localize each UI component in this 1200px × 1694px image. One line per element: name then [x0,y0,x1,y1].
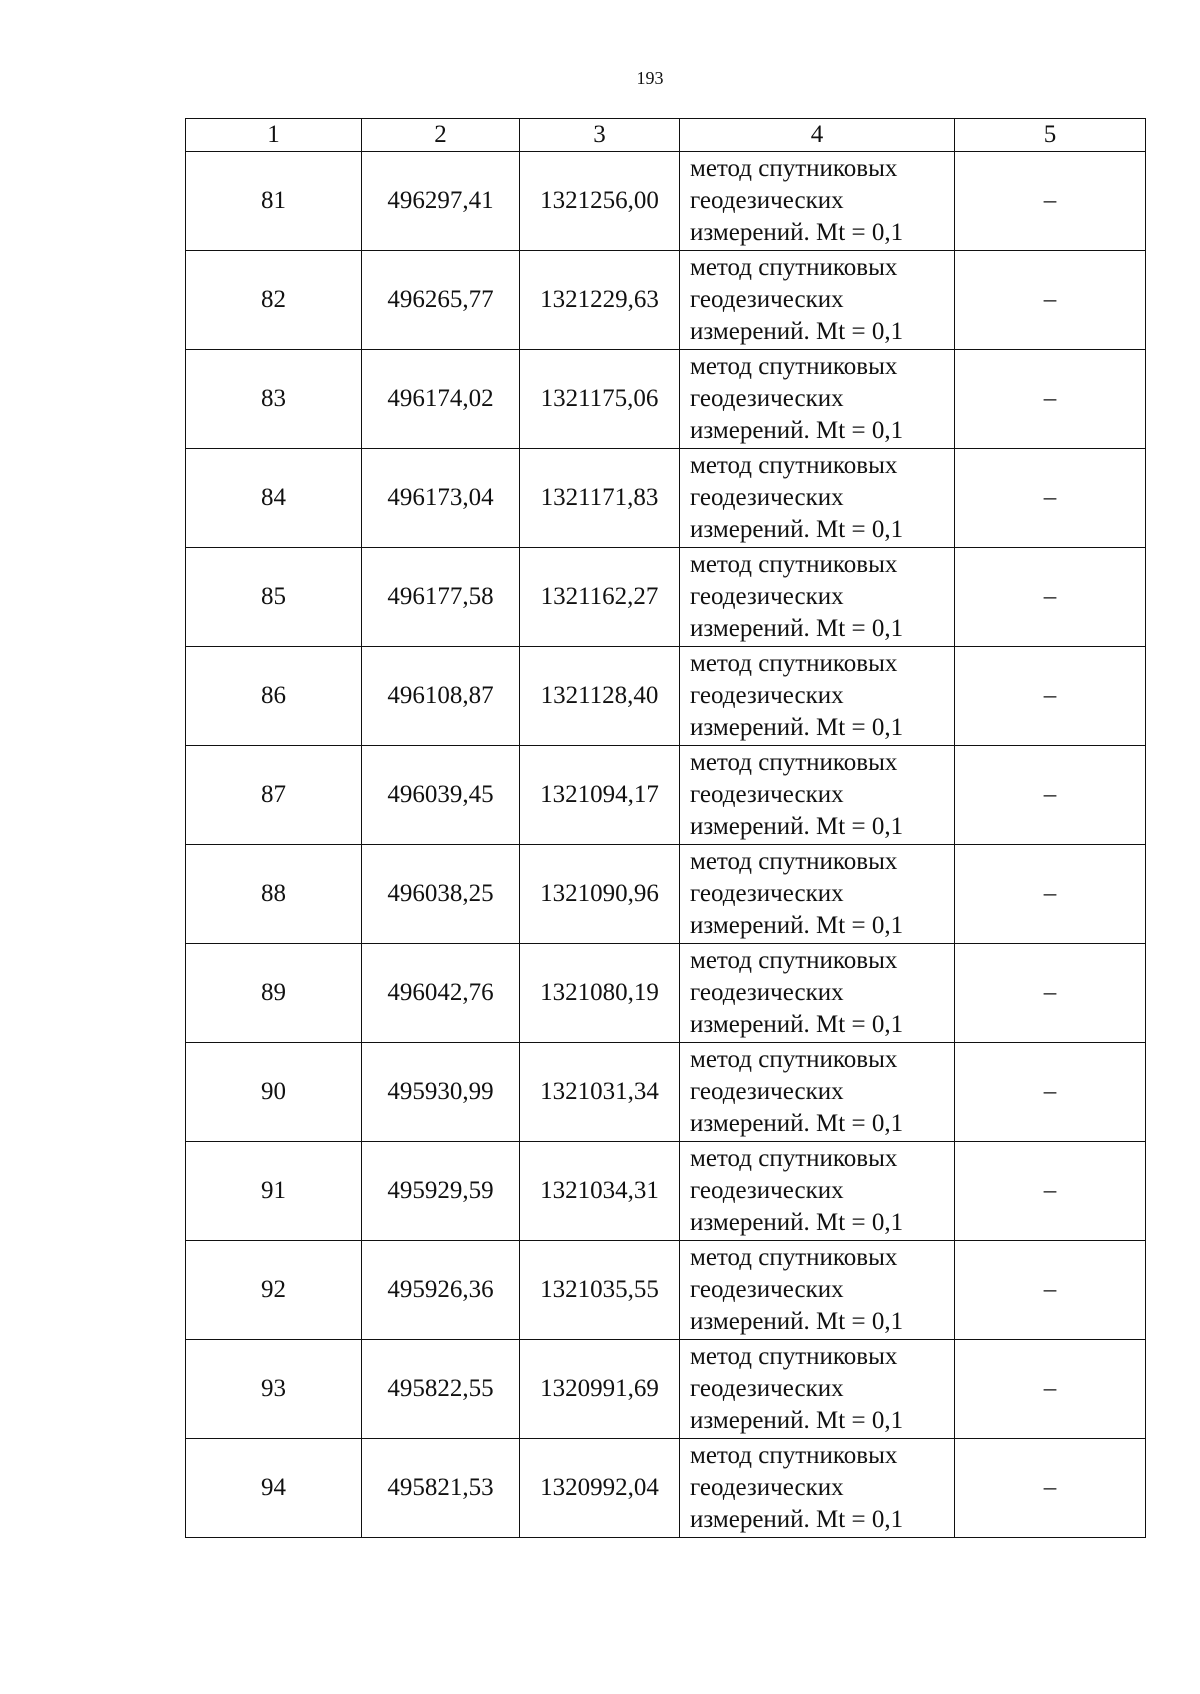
y-coordinate-cell: 1321031,34 [520,1043,680,1142]
method-line-2: геодезических [690,286,844,313]
point-number-cell: 88 [186,845,362,944]
point-number-cell: 85 [186,548,362,647]
y-coordinate-cell: 1321162,27 [520,548,680,647]
table-row [186,1142,1146,1241]
table-row [186,845,1146,944]
method-cell [680,449,955,548]
point-number-cell: 87 [186,746,362,845]
x-coordinate-cell: 496038,25 [362,845,520,944]
method-line-1: метод спутниковых [690,947,898,974]
method-cell [680,1142,955,1241]
method-cell [680,1241,955,1340]
method-line-3: измерений. Mt = 0,1 [690,714,904,741]
method-cell [680,350,955,449]
method-line-3: измерений. Mt = 0,1 [690,1506,904,1533]
table-row [186,251,1146,350]
column-5-cell: – [955,251,1146,350]
point-number-cell: 86 [186,647,362,746]
y-coordinate-cell: 1320991,69 [520,1340,680,1439]
method-cell [680,152,955,251]
point-number-cell: 93 [186,1340,362,1439]
column-5-cell: – [955,1439,1146,1538]
x-coordinate-cell: 496265,77 [362,251,520,350]
y-coordinate-cell: 1321090,96 [520,845,680,944]
x-coordinate-cell: 496173,04 [362,449,520,548]
header-col-1: 1 [186,119,362,152]
page-number: 193 [636,68,664,88]
method-line-2: геодезических [690,583,844,610]
column-5-cell: – [955,944,1146,1043]
method-cell [680,1340,955,1439]
table-row [186,548,1146,647]
column-5-cell: – [955,845,1146,944]
x-coordinate-cell: 495821,53 [362,1439,520,1538]
method-line-2: геодезических [690,1375,844,1402]
method-line-1: метод спутниковых [690,1145,898,1172]
method-line-2: геодезических [690,1078,844,1105]
x-coordinate-cell: 496039,45 [362,746,520,845]
table-row [186,152,1146,251]
method-line-2: геодезических [690,979,844,1006]
method-cell [680,746,955,845]
table-row [186,350,1146,449]
method-cell [680,1439,955,1538]
method-line-2: геодезических [690,1474,844,1501]
column-5-cell: – [955,1340,1146,1439]
method-cell [680,647,955,746]
column-5-cell: – [955,647,1146,746]
table-body [186,152,1146,1538]
y-coordinate-cell: 1321256,00 [520,152,680,251]
point-number-cell: 94 [186,1439,362,1538]
point-number-cell: 89 [186,944,362,1043]
table-row [186,1439,1146,1538]
method-line-1: метод спутниковых [690,1442,898,1469]
point-number-cell: 82 [186,251,362,350]
method-line-3: измерений. Mt = 0,1 [690,912,904,939]
point-number-cell: 92 [186,1241,362,1340]
point-number-cell: 84 [186,449,362,548]
method-line-1: метод спутниковых [690,254,898,281]
header-col-4: 4 [680,119,955,152]
method-line-2: геодезических [690,1177,844,1204]
method-cell [680,251,955,350]
y-coordinate-cell: 1321171,83 [520,449,680,548]
method-line-2: геодезических [690,187,844,214]
x-coordinate-cell: 496177,58 [362,548,520,647]
coordinates-table [185,118,1146,1538]
table-row [186,1340,1146,1439]
method-line-1: метод спутниковых [690,1046,898,1073]
method-line-2: геодезических [690,1276,844,1303]
table-row [186,944,1146,1043]
method-line-2: геодезических [690,880,844,907]
header-col-2: 2 [362,119,520,152]
method-line-3: измерений. Mt = 0,1 [690,516,904,543]
column-5-cell: – [955,746,1146,845]
method-line-1: метод спутниковых [690,155,898,182]
column-5-cell: – [955,1142,1146,1241]
column-5-cell: – [955,152,1146,251]
y-coordinate-cell: 1321094,17 [520,746,680,845]
header-col-3: 3 [520,119,680,152]
column-5-cell: – [955,1241,1146,1340]
table-row [186,1241,1146,1340]
method-line-3: измерений. Mt = 0,1 [690,615,904,642]
method-line-3: измерений. Mt = 0,1 [690,1209,904,1236]
column-5-cell: – [955,350,1146,449]
x-coordinate-cell: 495926,36 [362,1241,520,1340]
y-coordinate-cell: 1321034,31 [520,1142,680,1241]
y-coordinate-cell: 1321080,19 [520,944,680,1043]
table-row [186,1043,1146,1142]
point-number-cell: 90 [186,1043,362,1142]
table-header-row [186,119,1146,152]
method-line-3: измерений. Mt = 0,1 [690,1308,904,1335]
point-number-cell: 91 [186,1142,362,1241]
method-line-1: метод спутниковых [690,353,898,380]
method-line-1: метод спутниковых [690,452,898,479]
method-cell [680,1043,955,1142]
method-line-2: геодезических [690,682,844,709]
x-coordinate-cell: 496174,02 [362,350,520,449]
method-line-2: геодезических [690,484,844,511]
point-number-cell: 81 [186,152,362,251]
method-line-1: метод спутниковых [690,1343,898,1370]
method-line-1: метод спутниковых [690,749,898,776]
header-col-5: 5 [955,119,1146,152]
y-coordinate-cell: 1321128,40 [520,647,680,746]
method-line-1: метод спутниковых [690,848,898,875]
y-coordinate-cell: 1320992,04 [520,1439,680,1538]
method-cell [680,845,955,944]
method-line-3: измерений. Mt = 0,1 [690,1407,904,1434]
x-coordinate-cell: 495930,99 [362,1043,520,1142]
y-coordinate-cell: 1321035,55 [520,1241,680,1340]
method-line-1: метод спутниковых [690,650,898,677]
x-coordinate-cell: 496297,41 [362,152,520,251]
y-coordinate-cell: 1321229,63 [520,251,680,350]
method-line-3: измерений. Mt = 0,1 [690,1011,904,1038]
y-coordinate-cell: 1321175,06 [520,350,680,449]
method-line-1: метод спутниковых [690,1244,898,1271]
column-5-cell: – [955,1043,1146,1142]
column-5-cell: – [955,449,1146,548]
table-row [186,746,1146,845]
x-coordinate-cell: 496108,87 [362,647,520,746]
point-number-cell: 83 [186,350,362,449]
method-line-3: измерений. Mt = 0,1 [690,813,904,840]
method-line-3: измерений. Mt = 0,1 [690,318,904,345]
column-5-cell: – [955,548,1146,647]
table-row [186,449,1146,548]
method-line-3: измерений. Mt = 0,1 [690,417,904,444]
method-line-1: метод спутниковых [690,551,898,578]
x-coordinate-cell: 495822,55 [362,1340,520,1439]
method-line-3: измерений. Mt = 0,1 [690,219,904,246]
x-coordinate-cell: 496042,76 [362,944,520,1043]
method-line-2: геодезических [690,385,844,412]
method-cell [680,548,955,647]
method-cell [680,944,955,1043]
x-coordinate-cell: 495929,59 [362,1142,520,1241]
method-line-3: измерений. Mt = 0,1 [690,1110,904,1137]
method-line-2: геодезических [690,781,844,808]
table-row [186,647,1146,746]
